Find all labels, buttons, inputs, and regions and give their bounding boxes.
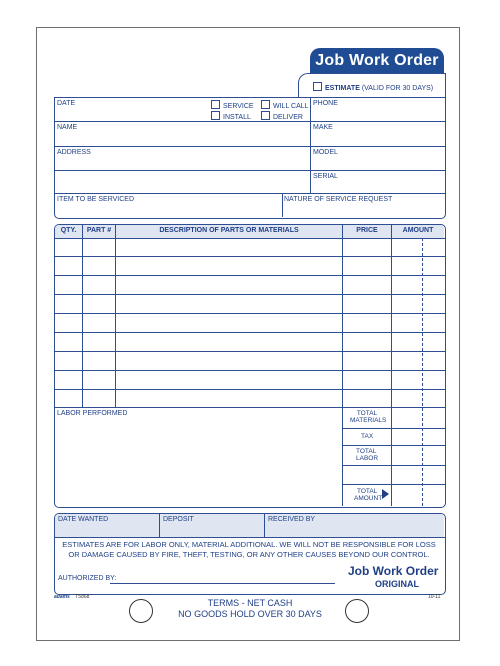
- estimate-checkbox[interactable]: [313, 82, 322, 91]
- estimate-label: ESTIMATE: [325, 85, 360, 92]
- total-amount-label-2: AMOUNT: [354, 495, 383, 502]
- form-title-text: Job Work Order: [315, 52, 439, 69]
- table-row: [54, 313, 445, 314]
- deliver-checkbox[interactable]: [261, 111, 270, 120]
- total-materials-label-1: TOTAL: [356, 410, 378, 417]
- table-row: [54, 351, 445, 352]
- total-amount-label-1: TOTAL: [357, 488, 378, 495]
- adams-logo-icon: adams: [54, 594, 70, 600]
- labor-performed-label: LABOR PERFORMED: [57, 410, 128, 417]
- copy-label: ORIGINAL: [375, 579, 419, 589]
- terms-line-1: TERMS - NET CASH: [207, 598, 293, 608]
- estimate-note: (VALID FOR 30 DAYS): [361, 85, 434, 92]
- table-row: [54, 256, 445, 257]
- name-label: NAME: [57, 124, 78, 131]
- col-amount: AMOUNT: [402, 227, 434, 234]
- form-number: T5868: [75, 594, 90, 600]
- deposit-label: DEPOSIT: [163, 516, 194, 523]
- serial-label: SERIAL: [313, 173, 338, 180]
- col-description: DESCRIPTION OF PARTS OR MATERIALS: [159, 227, 299, 234]
- install-checkbox[interactable]: [211, 111, 220, 120]
- authorized-by-label: AUTHORIZED BY:: [58, 575, 117, 582]
- total-materials-label-2: MATERIALS: [350, 417, 387, 424]
- model-label: MODEL: [313, 149, 338, 156]
- make-label: MAKE: [313, 124, 333, 131]
- terms-line-2: NO GOODS HOLD OVER 30 DAYS: [178, 609, 322, 619]
- estimate-box: [298, 73, 446, 98]
- date-wanted-label: DATE WANTED: [58, 516, 109, 523]
- install-label: INSTALL: [223, 114, 251, 121]
- form-title: [310, 48, 444, 74]
- will-call-label: WILL CALL: [273, 103, 309, 110]
- table-row: [54, 332, 445, 333]
- liability-notice-line-2: OR DAMAGE CAUSED BY FIRE, THEFT, TESTING, OR ANY OTHER CAUSES BEYOND OUR CONTROL.: [68, 550, 430, 559]
- col-price: PRICE: [356, 227, 378, 234]
- total-labor-label-1: TOTAL: [356, 448, 377, 455]
- table-row: [54, 389, 445, 390]
- col-part-number: PART #: [86, 227, 112, 234]
- table-row: [54, 294, 445, 295]
- deliver-label: DELIVER: [273, 114, 303, 121]
- table-row: [54, 275, 445, 276]
- liability-notice-line-1: ESTIMATES ARE FOR LABOR ONLY, MATERIAL ADDITIONAL. WE WILL NOT BE RESPONSIBLE FOR LOSS: [62, 540, 436, 549]
- item-to-be-serviced-label: ITEM TO BE SERVICED: [57, 196, 135, 203]
- table-row: [54, 370, 445, 371]
- footer-title: Job Work Order: [348, 564, 439, 578]
- service-label: SERVICE: [223, 103, 254, 110]
- tax-label: TAX: [361, 433, 374, 440]
- will-call-checkbox[interactable]: [261, 100, 270, 109]
- address-label: ADDRESS: [57, 149, 91, 156]
- col-qty: QTY.: [60, 227, 77, 234]
- service-checkbox[interactable]: [211, 100, 220, 109]
- liability-notice: [54, 540, 444, 560]
- phone-label: PHONE: [313, 100, 338, 107]
- received-by-label: RECEIVED BY: [268, 516, 316, 523]
- date-label: DATE: [57, 100, 76, 107]
- nature-of-service-label: NATURE OF SERVICE REQUEST: [284, 196, 393, 203]
- total-labor-label-2: LABOR: [356, 455, 379, 462]
- payment-terms: [150, 598, 350, 620]
- arrow-right-icon: [382, 489, 389, 499]
- revision-code: 10-11: [428, 594, 441, 600]
